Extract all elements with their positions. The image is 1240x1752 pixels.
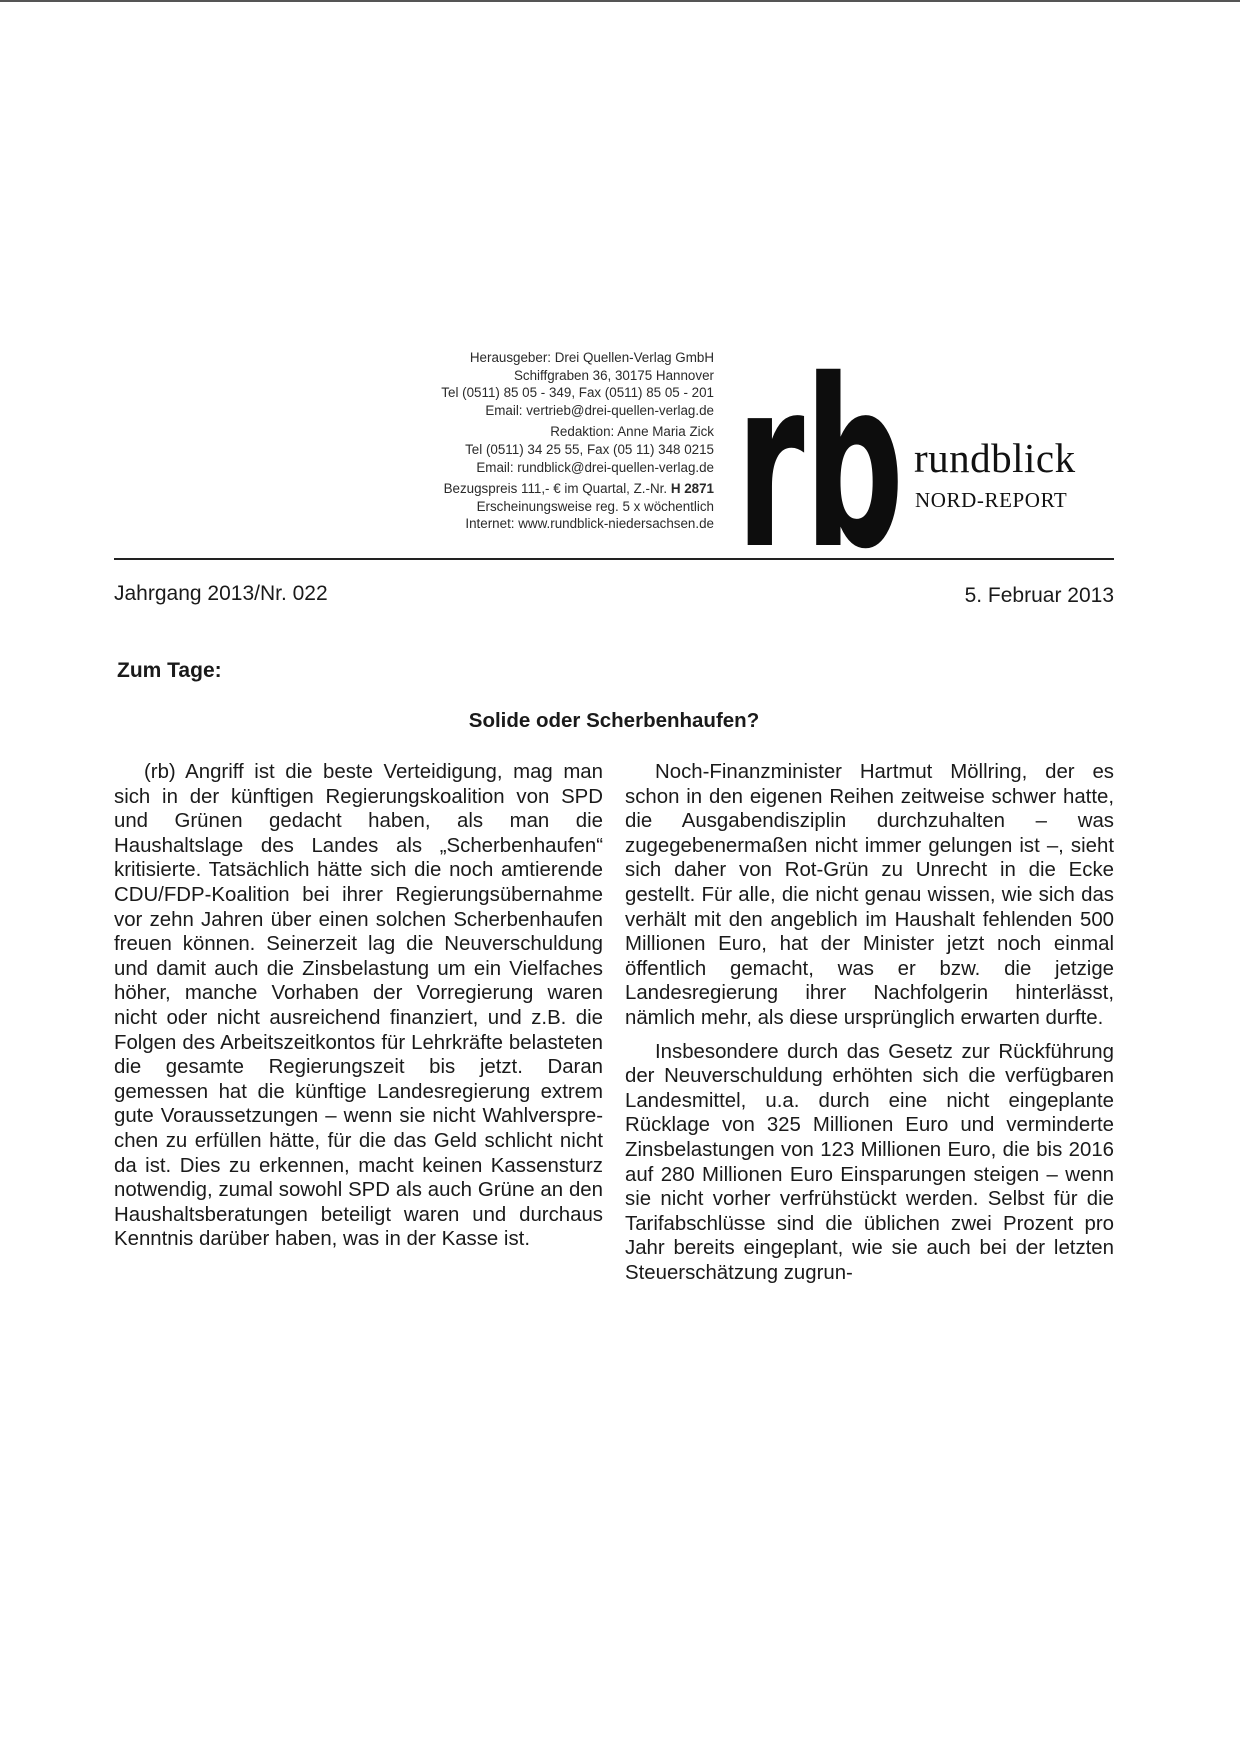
- section-title: Zum Tage:: [117, 659, 222, 682]
- article-paragraph: (rb) Angriff ist die beste Verteidigung, mag man sich in der künftigen Regierungskoalition von SPD und Grünen gedacht haben, als man die Haushaltslage des Landes als „Scherbenhaufen“ kritisierte. Tatsächlich hätte sich die noch amtierende CDU/FDP-Koalition bei ihrer Regierungsübernahme vor zehn Jahren über einen solchen Scherbenhaufen freuen können. Seinerzeit lag die Neuverschuldung und damit auch die Zinsbelastung um ein Vielfaches höher, manche Vorhaben der Vorregierung waren nicht oder nicht ausreichend finanziert, und z.B. die Folgen des Arbeitszeitkontos für Lehrkräfte belasteten die gesamte Regierungszeit bis jetzt. Daran gemessen hat die künftige Landesregierung extrem gute Voraussetzungen – wenn sie nicht Wahlversprechen zu erfüllen hätte, für die das Geld schlicht nicht da ist. Dies zu erkennen, macht keinen Kassensturz notwendig, zumal sowohl SPD als auch Grüne an den Haushaltsberatungen beteiligt waren und durchaus Kenntnis darüber haben, was in der Kasse ist.: [114, 761, 603, 1251]
- article-column-right: [625, 760, 1114, 1294]
- subscription-block: [360, 480, 714, 533]
- editorial-line: Tel (0511) 34 25 55, Fax (05 11) 348 0215: [465, 441, 714, 457]
- article-column-left: [114, 760, 603, 1261]
- publisher-line: Herausgeber: Drei Quellen-Verlag GmbH: [469, 350, 714, 365]
- brand-name: rundblick: [914, 435, 1076, 481]
- header-rule: [114, 558, 1114, 560]
- headline: Solide oder Scherbenhaufen?: [468, 709, 760, 732]
- publisher-line: Email: vertrieb@drei-quellen-verlag.de: [485, 402, 714, 418]
- article-paragraph: Insbesondere durch das Gesetz zur Rückführung der Neuverschuldung erhöhten sich die verfügbaren Landesmittel, u.a. durch eine nicht eingeplante Rücklage von 325 Millionen Euro und verminderte Zinsbelastungen von 123 Millionen Euro, die bis 2016 auf 280 Millionen Euro Einsparungen steigen – wenn sie nicht vorher verfrühstückt werden. Selbst für die Tarifabschlüsse sind die üblichen zwei Prozent pro Jahr bereits eingeplant, wie sie auch bei der letzten Steuerschätzung zugrun-: [625, 1040, 1114, 1284]
- subscription-line: Erscheinungsweise reg. 5 x wöchentlich: [476, 498, 714, 514]
- issue-line: Jahrgang 2013/Nr. 022: [114, 582, 328, 605]
- subscription-line: Internet: www.rundblick-niedersachsen.de: [465, 516, 714, 532]
- article-paragraph: Noch-Finanzminister Hartmut Möllring, der es schon in den eigenen Reihen zeitweise schwer hatte, die Ausgabendisziplin durchzuhalten – was zugegebenermaßen nicht immer gelungen ist –, sieht sich daher von Rot-Grün zu Unrecht in die Ecke gestellt. Für alle, die nicht genau wissen, wie sich das verhält mit den angeblich im Haushalt fehlenden 500 Millionen Euro, hat der Minister jetzt noch einmal öffentlich gemacht, was er bzw. die jetzige Landesregierung ihrer Nachfolgerin hinterlässt, nämlich mehr, als diese ursprünglich erwarten durfte.: [625, 761, 1114, 1029]
- brand-subtitle: NORD-REPORT: [915, 488, 1068, 512]
- subscription-text: Bezugspreis 111,- € im Quartal, Z.-Nr.: [443, 481, 671, 497]
- subscription-line: [360, 480, 714, 498]
- subscription-code: H 2871: [670, 481, 714, 497]
- editorial-line: Email: rundblick@drei-quellen-verlag.de: [476, 459, 714, 475]
- editorial-block: [360, 423, 714, 476]
- scan-edge: [0, 0, 1240, 2]
- publisher-block: [360, 349, 714, 419]
- editorial-line: Redaktion: Anne Maria Zick: [550, 424, 714, 440]
- publisher-line: Schiffgraben 36, 30175 Hannover: [513, 367, 714, 383]
- publisher-line: Tel (0511) 85 05 - 349, Fax (0511) 85 05 - 201: [441, 385, 714, 401]
- date-line: 5. Februar 2013: [964, 584, 1114, 607]
- masthead-info: [360, 349, 714, 537]
- logo-letters: rb: [736, 342, 904, 550]
- rb-logo: [736, 342, 906, 550]
